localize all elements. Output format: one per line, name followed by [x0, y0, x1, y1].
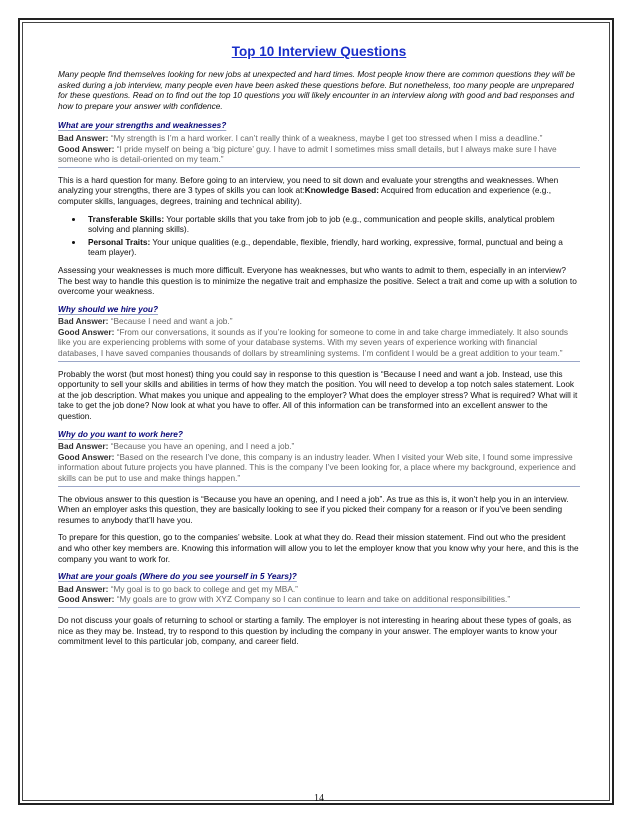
good-answer-label: Good Answer:: [58, 594, 115, 605]
good-answer-text: “I pride myself on being a ‘big picture’ guy. I have to admit I sometimes miss small details, but I always make sure I have someone who is detail-oriented on my team.”: [58, 143, 557, 165]
list-item: [84, 214, 580, 235]
body-paragraph: Do not discuss your goals of returning to school or starting a family. The employer is not interesting in hearing about these types of goals, as nice as they may be. Instead, try to respond to this question by including the company in your answer. The employer wants to know your commitment level to this particular job, company, and career field.: [58, 614, 572, 647]
body-paragraph: To prepare for this question, go to the companies’ website. Look at what they do. Read their mission statement. Find out who the president and who other key members are. Knowing this information will allow you to let the employer know that you know why your here, and this is the company you want to work for.: [58, 532, 579, 564]
answer-block: [58, 441, 580, 486]
body-paragraph: Probably the worst (but most honest) thing you could say in response to this question is “Because I need and want a job. Instead, use this opportunity to sell your skills and abilities in terms of how they match the position. You will need to develop a top notch sales statement. Look at the job description. What makes you unique and appealing to the employer? What does the employer stress? What is required? What will it take to get the job done? Now look at what you have to offer. All of this information can be transformed into an excellent answer to the question.: [58, 368, 578, 422]
intro-paragraph: Many people find themselves looking for new jobs at unexpected and hard times. Most people know there are common questions they will be asked during a job interview, many people even have been asked these questions before. But nonetheless, too many people are unprepared for these questions. Read on to find out the top 10 questions you will likely encounter in an interview along with good and bad responses and how to prepare your answer with confidence.: [58, 69, 575, 111]
bad-answer-text: “My strength is I’m a hard worker. I can’t really think of a weakness, maybe I get too stressed when I miss a deadline.”: [110, 132, 543, 143]
answer-block: [58, 316, 580, 361]
document-body: [58, 44, 580, 654]
body-paragraph: [58, 175, 580, 207]
good-answer: [58, 144, 580, 165]
page-title: Top 10 Interview Questions: [231, 44, 407, 59]
good-answer-label: Good Answer:: [58, 143, 115, 154]
body-paragraph: The obvious answer to this question is “Because you have an opening, and I need a job”. As true as this is, it won’t help you in an interview. When an employer asks this question, they are basically looking to see if you picked their company for a reason or if you’ve been sending resumes to anybody that’ll have you.: [58, 493, 569, 525]
bad-answer-label: Bad Answer:: [58, 316, 109, 327]
good-answer-text: “From our conversations, it sounds as if you’re looking for someone to come in and take charge immediately. It also sounds like you are experiencing problems with some of your database systems. With my seven years of experience working with financial databases, I have saved companies thousands of dollars by streamlining systems. I’m confident I would be a great addition to your team.”: [58, 326, 569, 359]
bad-answer-text: “My goal is to go back to college and get my MBA.”: [110, 583, 298, 594]
bad-answer: [58, 584, 580, 595]
question-section-goals: [58, 571, 580, 647]
question-section-why-here: [58, 429, 580, 565]
bad-answer-label: Bad Answer:: [58, 583, 109, 594]
paragraph-text: This is a hard question for many. Before going to an interview, you need to sit down and evaluate your strengths and weaknesses. When analyzing your strengths, there are 3 types of skills you can look at:: [58, 174, 559, 196]
bad-answer-text: “Because you have an opening, and I need a job.”: [110, 441, 295, 452]
list-item: [84, 237, 580, 258]
good-answer: [58, 327, 580, 359]
bad-answer: [58, 316, 580, 327]
paragraph-text: Acquired from education and experience (e.g., computer skills, languages, degrees, training and technical ability).: [58, 185, 552, 206]
bullet-label: Personal Traits:: [88, 236, 151, 247]
question-heading: What are your goals (Where do you see yourself in 5 Years)?: [58, 571, 297, 582]
bullet-label: Transferable Skills:: [88, 213, 165, 224]
bullet-text: Your unique qualities (e.g., dependable, flexible, friendly, hard working, expressive, formal, punctual and being a team player).: [88, 236, 563, 258]
question-section-strengths: [58, 120, 580, 296]
bad-answer-text: “Because I need and want a job.”: [110, 316, 233, 327]
bad-answer-label: Bad Answer:: [58, 441, 109, 452]
bad-answer-label: Bad Answer:: [58, 132, 109, 143]
page-number: 14: [314, 793, 324, 804]
question-heading: Why do you want to work here?: [58, 428, 183, 439]
bullet-list: [58, 214, 580, 258]
good-answer-text: “Based on the research I’ve done, this company is an industry leader. When I visited your Web site, I found some impressive information about future projects you have planned. This is the company I’ve been looking for, a place where my background, experience and skills can be put to use and make things happen.”: [58, 451, 576, 483]
question-heading: What are your strengths and weaknesses?: [58, 120, 227, 131]
bad-answer: [58, 133, 580, 144]
good-answer: [58, 452, 580, 484]
bad-answer: [58, 441, 580, 452]
good-answer: [58, 594, 580, 605]
question-section-hire: [58, 304, 580, 422]
paragraph-bold-term: Knowledge Based:: [304, 185, 379, 196]
answer-block: [58, 584, 580, 608]
answer-block: [58, 133, 580, 168]
bullet-text: Your portable skills that you take from job to job (e.g., communication and people skills, analytical problem solving and planning skills).: [88, 213, 555, 235]
question-heading: Why should we hire you?: [58, 303, 159, 314]
good-answer-text: “My goals are to grow with XYZ Company so I can continue to learn and take on additional responsibilities.”: [116, 594, 511, 605]
good-answer-label: Good Answer:: [58, 326, 115, 337]
good-answer-label: Good Answer:: [58, 451, 115, 462]
body-paragraph: Assessing your weaknesses is much more difficult. Everyone has weaknesses, but who wants to admit to them, especially in an interview? The best way to handle this question is to minimize the negative trait and emphasize the positive. Select a trait and come up with a solution to overcome your weakness.: [58, 264, 577, 297]
